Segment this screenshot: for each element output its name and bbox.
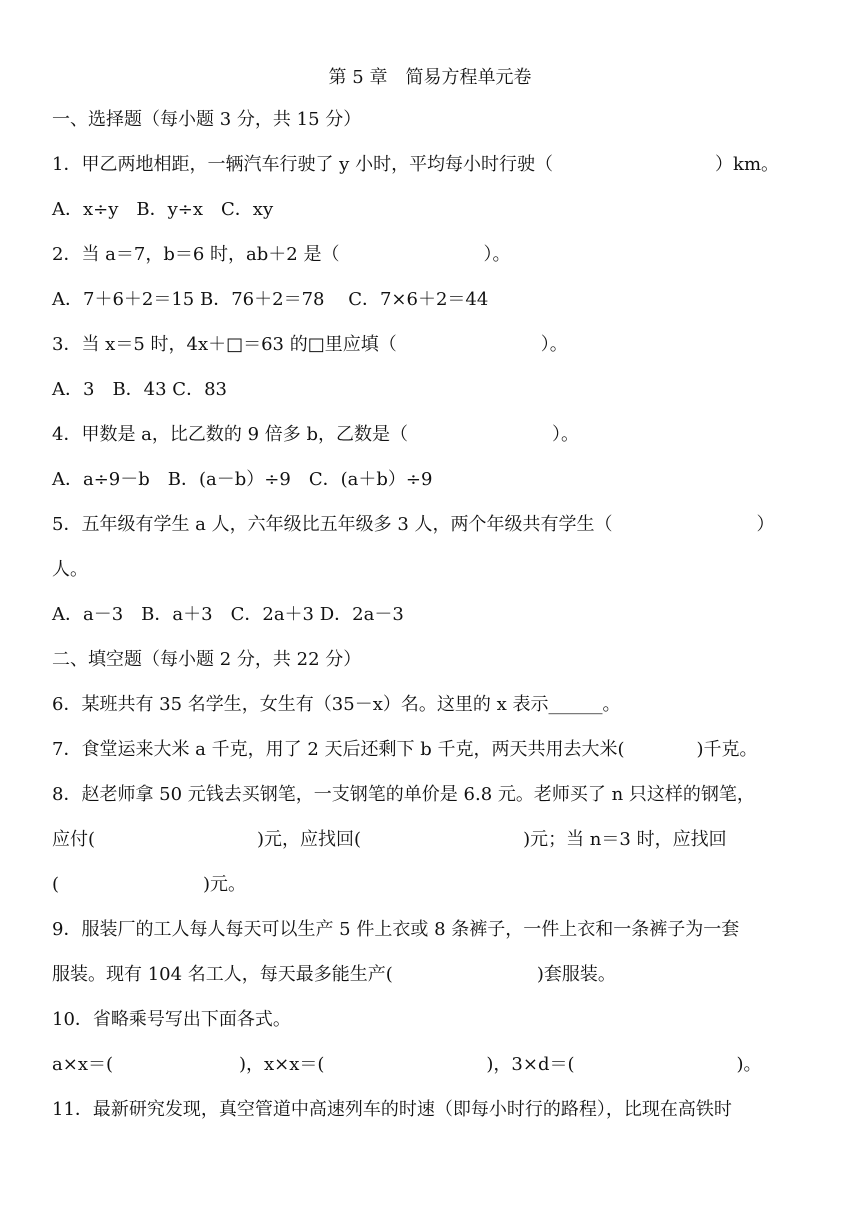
question-4-options: A．a÷9－b B．(a－b）÷9 C．(a＋b）÷9: [52, 469, 433, 490]
question-3-options: A．3 B．43 C．83: [52, 379, 227, 400]
question-1: 1．甲乙两地相距，一辆汽车行驶了 y 小时，平均每小时行驶（ ）km。: [52, 154, 780, 175]
question-9: 9．服装厂的工人每人每天可以生产 5 件上衣或 8 条裤子，一件上衣和一条裤子为一套: [52, 919, 740, 940]
page-title: 第 5 章 简易方程单元卷: [328, 67, 532, 88]
question-7: 7．食堂运来大米 a 千克，用了 2 天后还剩下 b 千克，两天共用去大米( )千克。: [52, 739, 758, 760]
question-8-continued-2: ( )元。: [52, 874, 247, 895]
question-8-continued: 应付( )元，应找回( )元；当 n＝3 时，应找回: [52, 829, 727, 850]
question-3: 3．当 x＝5 时，4x＋□＝63 的□里应填（ ）。: [52, 334, 568, 355]
question-9-continued: 服装。现有 104 名工人，每天最多能生产( )套服装。: [52, 964, 616, 985]
question-1-options: A．x÷y B．y÷x C．xy: [52, 199, 274, 220]
section-heading-choice: 一、选择题（每小题 3 分，共 15 分）: [52, 109, 362, 130]
section-heading-fill: 二、填空题（每小题 2 分，共 22 分）: [52, 649, 362, 670]
question-8: 8．赵老师拿 50 元钱去买钢笔，一支钢笔的单价是 6.8 元。老师买了 n 只这样的钢笔，: [52, 784, 755, 805]
question-4: 4．甲数是 a，比乙数的 9 倍多 b，乙数是（ ）。: [52, 424, 580, 445]
question-6: 6．某班共有 35 名学生，女生有（35－x）名。这里的 x 表示______。: [52, 694, 621, 715]
question-11: 11．最新研究发现，真空管道中高速列车的时速（即每小时行的路程），比现在高铁时: [52, 1099, 732, 1120]
question-5-continued: 人。: [52, 559, 88, 580]
question-10-expressions: a×x＝( )，x×x＝( )，3×d＝( )。: [52, 1054, 762, 1075]
question-5: 5．五年级有学生 a 人，六年级比五年级多 3 人，两个年级共有学生（ ）: [52, 514, 775, 535]
question-2-options: A．7＋6＋2＝15 B．76＋2＝78 C．7×6＋2＝44: [52, 289, 489, 310]
question-2: 2．当 a＝7，b＝6 时，ab＋2 是（ ）。: [52, 244, 511, 265]
question-10: 10．省略乘号写出下面各式。: [52, 1009, 291, 1030]
question-5-options: A．a－3 B．a＋3 C．2a＋3 D．2a－3: [52, 604, 404, 625]
